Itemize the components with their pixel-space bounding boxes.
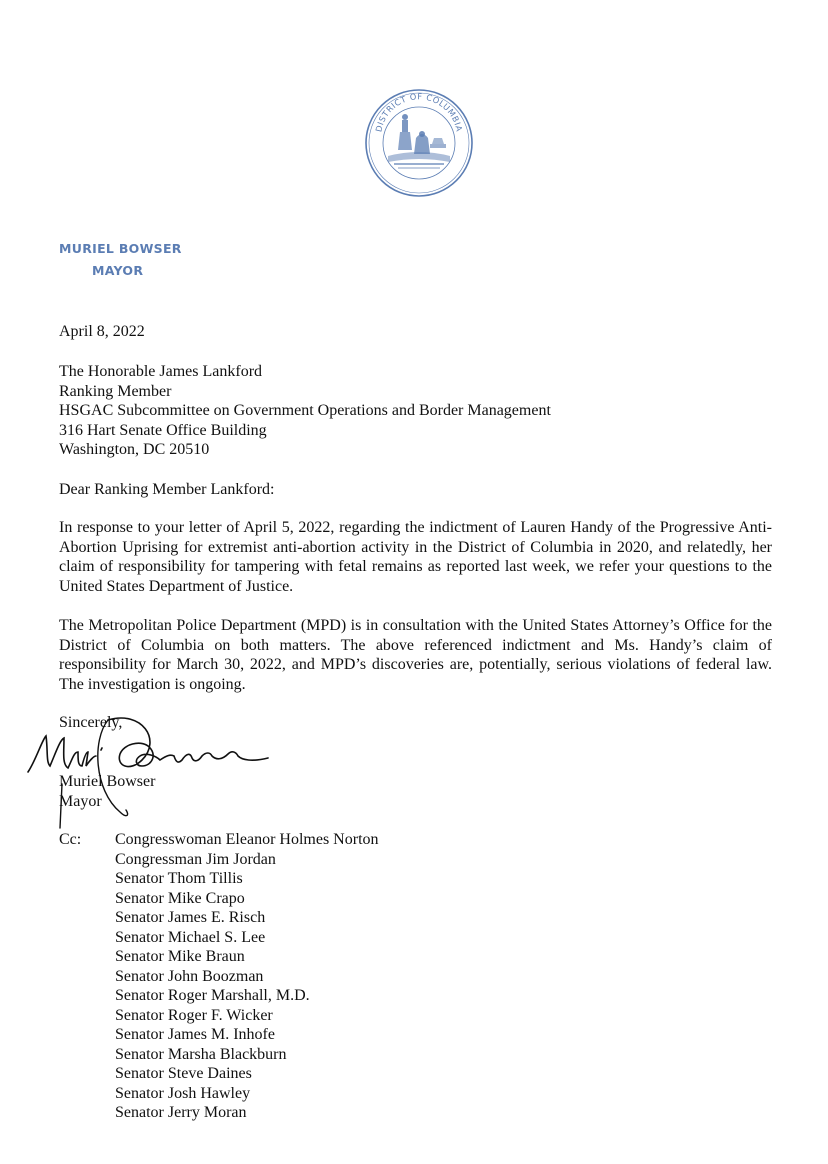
body-paragraph: In response to your letter of April 5, 2022, regarding the indictment of Lauren Handy of the Progressive Anti-Abortion Uprising for extremist anti-abortion activity in the District of Columbia in 2020, and relatedly, her claim of responsibility for tampering with fetal remains as reported last week, we refer your questions to the United States Department of Justice. [59, 519, 772, 595]
cc-recipient: Senator Marsha Blackburn [115, 1045, 287, 1063]
cc-recipient: Senator Roger F. Wicker [115, 1006, 273, 1024]
body-paragraph: The Metropolitan Police Department (MPD) is in consultation with the United States Attorney’s Office for the District of Columbia on both matters. The above referenced indictment and Ms. Handy’s claim of responsibility for March 30, 2022, and MPD’s discoveries are, potentially, serious violations of federal law. The investigation is ongoing. [59, 617, 772, 693]
signer-name: Muriel Bowser [59, 773, 156, 790]
cc-recipient: Senator James E. Risch [115, 909, 266, 926]
letter-date: April 8, 2022 [59, 323, 145, 340]
recipient-line: Washington, DC 20510 [59, 441, 210, 458]
recipient-address [59, 362, 551, 460]
recipient-line: 316 Hart Senate Office Building [59, 421, 267, 439]
cc-label: Cc: [59, 831, 82, 848]
letterhead-title: MAYOR [92, 263, 144, 278]
cc-recipient: Senator John Boozman [115, 967, 264, 985]
closing: Sincerely, [59, 714, 123, 731]
cc-recipient: Senator Steve Daines [115, 1065, 252, 1082]
cc-list [115, 830, 379, 1123]
cc-recipient: Senator Michael S. Lee [115, 928, 266, 946]
cc-recipient: Senator Roger Marshall, M.D. [115, 987, 310, 1004]
cc-recipient: Senator Mike Crapo [115, 889, 245, 907]
cc-recipient: Senator Jerry Moran [115, 1104, 247, 1121]
cc-recipient: Senator Mike Braun [115, 948, 245, 965]
recipient-line: The Honorable James Lankford [59, 363, 263, 380]
cc-recipient: Senator Thom Tillis [115, 870, 243, 887]
salutation: Dear Ranking Member Lankford: [59, 481, 275, 498]
recipient-line: HSGAC Subcommittee on Government Operations and Border Management [59, 402, 551, 419]
signer-title: Mayor [59, 793, 102, 810]
seal-text: DISTRICT OF COLUMBIA [373, 91, 465, 133]
cc-recipient: Congresswoman Eleanor Holmes Norton [115, 831, 379, 848]
district-of-columbia-seal-icon [364, 88, 474, 198]
recipient-line: Ranking Member [59, 382, 172, 400]
letterhead-name: MURIEL BOWSER [59, 241, 182, 256]
cc-recipient: Congressman Jim Jordan [115, 850, 276, 868]
cc-recipient: Senator Josh Hawley [115, 1084, 251, 1102]
cc-recipient: Senator James M. Inhofe [115, 1026, 275, 1043]
